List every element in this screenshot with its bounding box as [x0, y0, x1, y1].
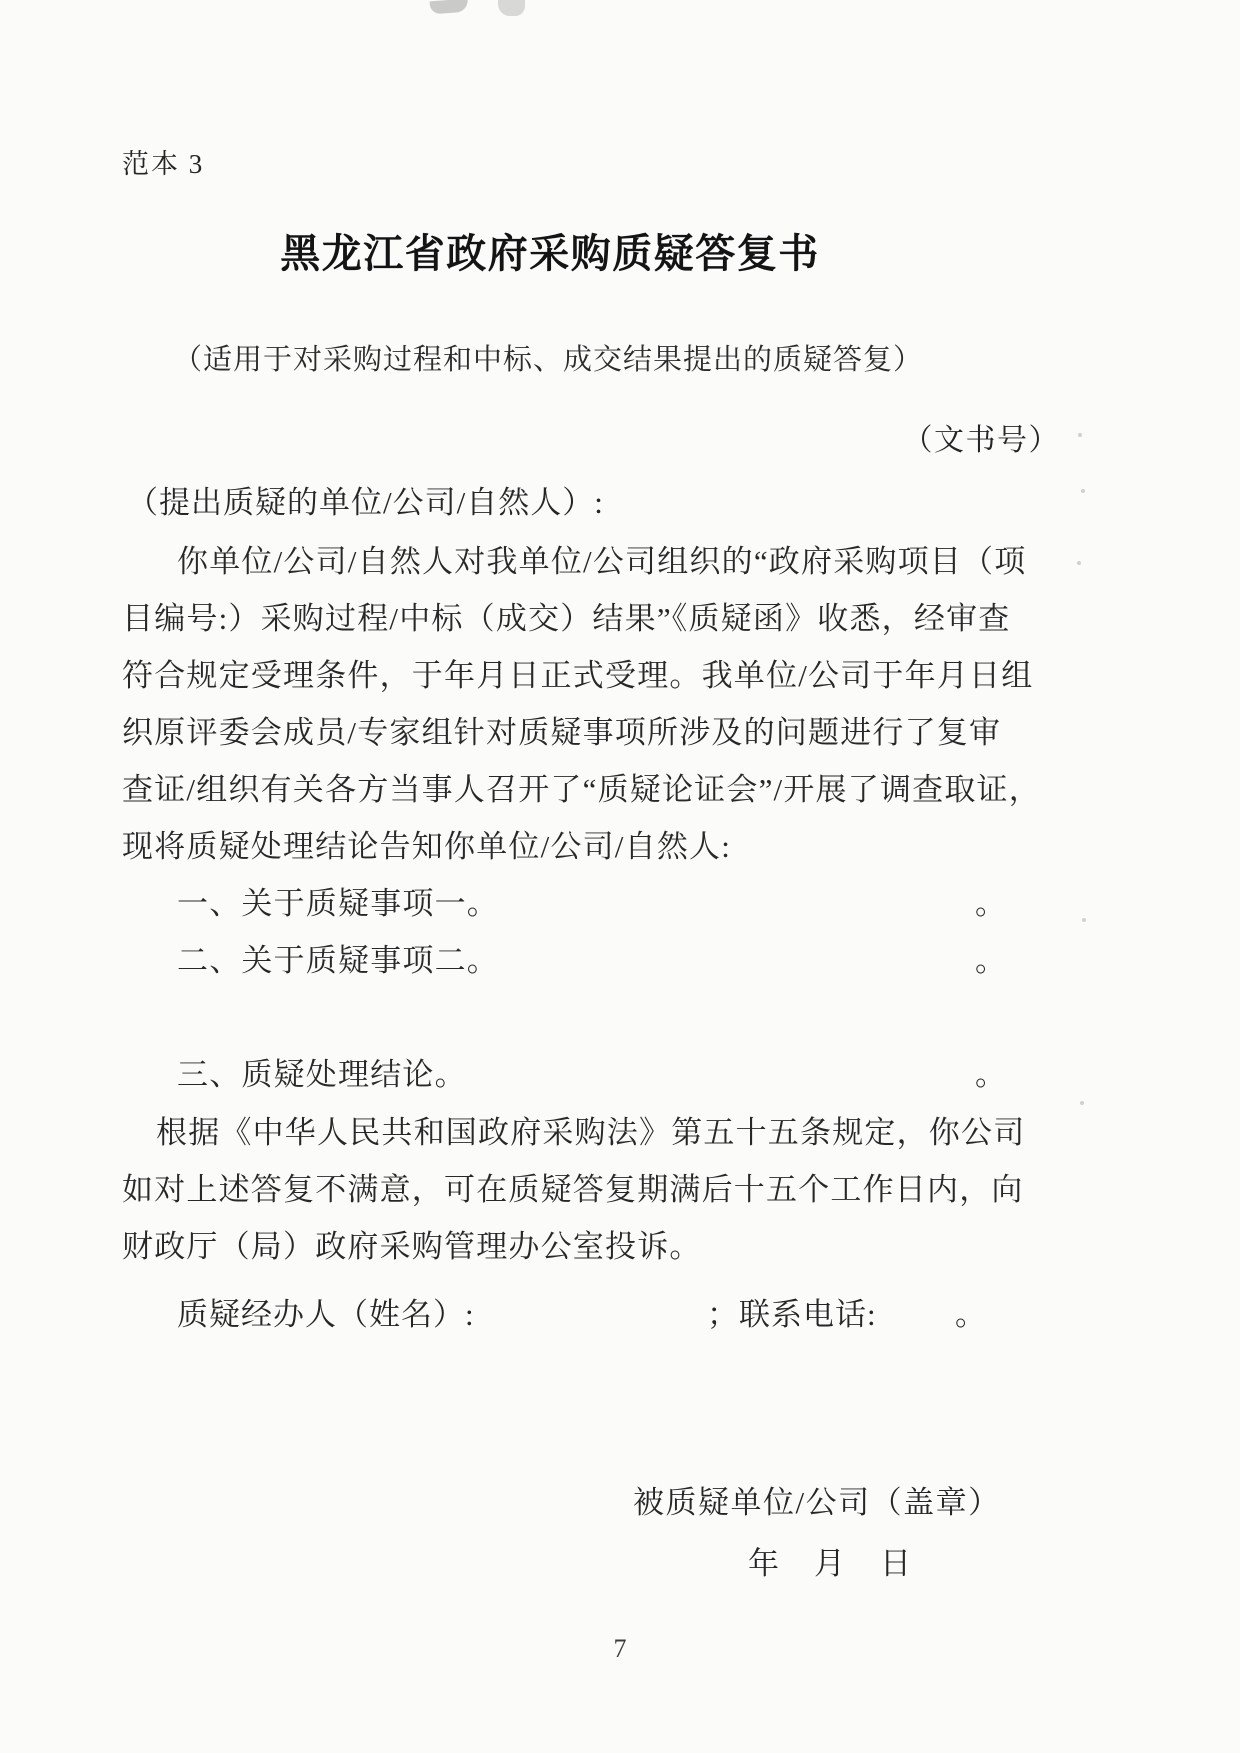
body-line-4: 织原评委会成员/专家组针对质疑事项所涉及的问题进行了复审	[122, 715, 1002, 750]
document-title: 黑龙江省政府采购质疑答复书	[280, 231, 820, 276]
body-line-5: 查证/组织有关各方当事人召开了“质疑论证会”/开展了调查取证，	[122, 772, 1041, 807]
body-paragraph-2	[122, 1104, 1107, 1275]
document-subtitle: （适用于对采购过程和中标、成交结果提出的质疑答复）	[172, 344, 923, 376]
body-line-1: 你单位/公司/自然人对我单位/公司组织的“政府采购项目（项	[177, 544, 1027, 579]
scan-speck	[1081, 489, 1085, 493]
date-line: 年 月 日	[748, 1546, 913, 1581]
challenge-item-list	[122, 875, 1107, 1103]
challenge-item-1-text: 一、关于质疑事项一。	[177, 886, 499, 921]
signature-line: 被质疑单位/公司（盖章）	[633, 1485, 1001, 1520]
challenge-item-1	[122, 875, 1107, 932]
addressee-line: （提出质疑的单位/公司/自然人）:	[127, 485, 604, 520]
challenge-item-1-period: 。	[975, 886, 1008, 921]
handler-line	[122, 1286, 1107, 1343]
template-label: 范本 3	[122, 149, 205, 179]
body-line-3: 符合规定受理条件，于年月日正式受理。我单位/公司于年月日组	[122, 658, 1034, 693]
legal-line-1: 根据《中华人民共和国政府采购法》第五十五条规定，你公司	[156, 1115, 1026, 1150]
handler-phone-label: ；联系电话:	[707, 1297, 877, 1332]
page-number: 7	[613, 1634, 627, 1663]
challenge-item-2	[122, 932, 1107, 989]
challenge-item-2-text: 二、关于质疑事项二。	[177, 943, 499, 978]
scan-speck	[1078, 433, 1082, 437]
body-paragraph-1	[122, 533, 1107, 875]
legal-line-2: 如对上述答复不满意，可在质疑答复期满后十五个工作日内，向	[122, 1172, 1024, 1207]
scan-artifact	[498, 0, 525, 16]
handler-period: 。	[955, 1297, 987, 1332]
scan-artifact	[430, 0, 469, 14]
challenge-item-3	[122, 1046, 1107, 1103]
body-line-6: 现将质疑处理结论告知你单位/公司/自然人:	[122, 829, 732, 864]
challenge-item-2-period: 。	[975, 943, 1008, 978]
body-line-2: 目编号:）采购过程/中标（成交）结果”《质疑函》收悉，经审查	[122, 601, 1011, 636]
challenge-item-3-text: 三、质疑处理结论。	[177, 1057, 467, 1092]
doc-number-placeholder: （文书号）	[902, 424, 1060, 457]
handler-name-label: 质疑经办人（姓名）:	[177, 1297, 475, 1332]
legal-line-3: 财政厅（局）政府采购管理办公室投诉。	[122, 1229, 702, 1264]
challenge-item-3-period: 。	[975, 1057, 1008, 1092]
